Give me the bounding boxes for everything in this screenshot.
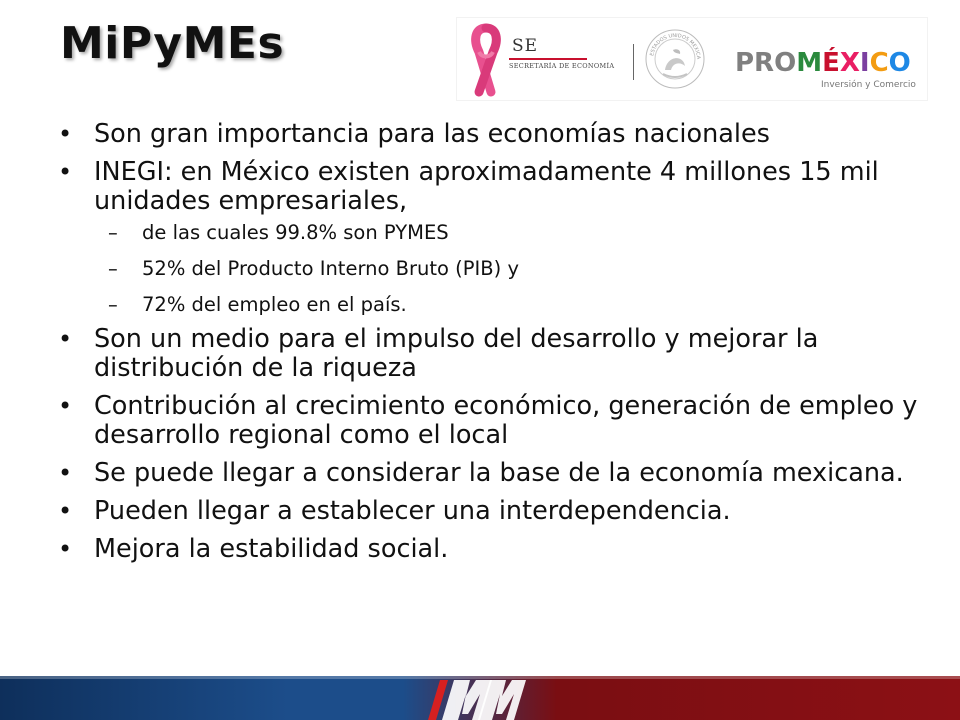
bullet-text: Se puede llegar a considerar la base de la economía mexicana. <box>94 458 904 488</box>
logo-divider <box>633 44 634 80</box>
bullet-item <box>58 497 938 526</box>
pink-ribbon-icon <box>465 22 507 98</box>
promexico-letter-o: O <box>888 48 911 78</box>
promexico-letter-e: É <box>822 48 840 78</box>
sub-bullet-list <box>94 222 938 316</box>
bullet-item <box>58 459 938 488</box>
bullet-item <box>58 120 938 149</box>
svg-text:ESTADOS UNIDOS MEXICANOS <box>643 26 701 60</box>
sub-bullet-item <box>108 294 938 316</box>
sub-bullet-item <box>108 222 938 244</box>
logo-banner <box>457 18 927 100</box>
promexico-letter-x: X <box>839 48 860 78</box>
se-logo-subtitle: SECRETARÍA DE ECONOMÍA <box>509 62 615 70</box>
sub-bullet-text: de las cuales 99.8% son PYMES <box>142 221 449 244</box>
sub-bullet-text: 52% del Producto Interno Bruto (PIB) y <box>142 257 519 280</box>
bullet-item <box>58 535 938 564</box>
slide-title: MiPyMEs <box>60 18 285 69</box>
bullet-list <box>58 120 938 573</box>
promexico-letter-i: I <box>859 48 870 78</box>
sub-bullet-item <box>108 258 938 280</box>
promexico-pro: PRO <box>735 48 797 78</box>
sub-bullet-text: 72% del empleo en el país. <box>142 293 407 316</box>
promexico-logo <box>735 48 911 78</box>
bullet-item <box>58 325 938 383</box>
se-logo <box>509 36 615 70</box>
mm-logo-icon <box>418 676 528 720</box>
promexico-tagline: Inversión y Comercio <box>821 80 916 90</box>
bullet-text: Son un medio para el impulso del desarrollo y mejorar la distribución de la riqueza <box>94 324 819 383</box>
se-logo-title: SE <box>512 36 539 56</box>
promexico-letter-c: C <box>869 48 889 78</box>
bullet-text: Mejora la estabilidad social. <box>94 534 449 564</box>
bullet-text: Son gran importancia para las economías nacionales <box>94 119 770 149</box>
se-logo-rule <box>509 58 587 60</box>
bullet-item <box>58 158 938 316</box>
bullet-text: Pueden llegar a establecer una interdependencia. <box>94 496 731 526</box>
bullet-text: Contribución al crecimiento económico, generación de empleo y desarrollo regional como el local <box>94 391 918 450</box>
seal-text: ESTADOS UNIDOS MEXICA <box>649 32 702 60</box>
bullet-item <box>58 392 938 450</box>
promexico-letter-m: M <box>796 48 823 78</box>
mexico-seal-icon <box>643 26 707 92</box>
bullet-text: INEGI: en México existen aproximadamente 4 millones 15 mil unidades empresariales, <box>94 157 879 216</box>
